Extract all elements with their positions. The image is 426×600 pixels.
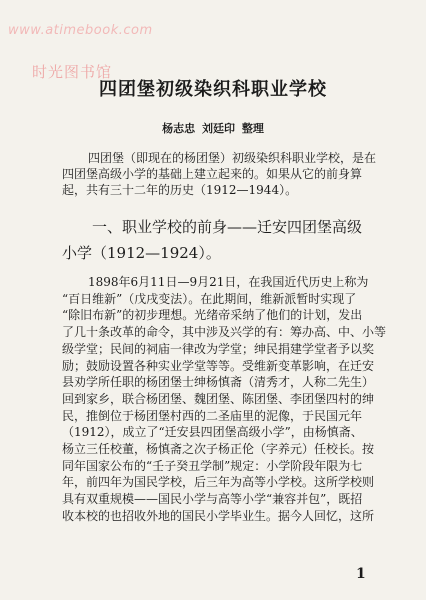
text-line: 杨立三任校董，杨慎斋之次子杨正伦（字养元）任校长。按 <box>62 442 375 457</box>
page-title: 四团堡初级染织科职业学校 <box>99 79 327 100</box>
text-line: “百日维新”（戊戌变法）。在此期间，维新派暂时实现了 <box>62 291 357 306</box>
text-line: 励；鼓励设置各种实业学堂等等。受维新变革影响，在迁安 <box>62 358 375 373</box>
text-line: 回到家乡，联合杨团堡、魏团堡、陈团堡、李团堡四村的绅 <box>62 391 375 406</box>
text-line: （1912），成立了“迁安县四团堡高级小学”，由杨慎斋、 <box>62 425 363 440</box>
text-line: 具有双重规模——国民小学与高等小学“兼容并包”，既招 <box>62 492 363 507</box>
text-line: 级学堂；民间的祠庙一律改为学堂；绅民捐建学堂者予以奖 <box>62 341 375 356</box>
intro-paragraph <box>62 150 392 198</box>
authors-line: 杨志忠 刘廷印 整理 <box>162 122 264 135</box>
text-line: 同年国家公布的“壬子癸丑学制”规定：小学阶段年限为七 <box>62 458 363 473</box>
watermark <box>8 24 238 80</box>
text-line: 收本校的也招收外地的国民小学毕业生。据今人回忆，这所 <box>62 508 375 523</box>
text-line: 1898年6月11日—9月21日，在我国近代历史上称为 <box>88 275 369 289</box>
watermark-name: 时光图书馆 <box>32 63 113 81</box>
body-paragraph <box>62 274 392 525</box>
text-line: 起，共有三十二年的历史（1912—1944）。 <box>62 183 298 197</box>
text-line: 了几十条改革的命令，其中涉及兴学的有：筹办高、中、小等 <box>62 325 387 340</box>
page-number: 1 <box>356 566 366 582</box>
section-heading <box>62 214 402 266</box>
text-line: 民，推倒位于杨团堡村西的二圣庙里的泥像，于民国元年 <box>62 408 363 423</box>
text-line: 县劝学所任职的杨团堡士绅杨慎斋（清秀才，人称二先生） <box>62 375 375 390</box>
text-line: 四团堡（即现在的杨团堡）初级染织科职业学校，是在 <box>88 151 377 165</box>
text-line: 四团堡高级小学的基础上建立起来的。如果从它的前身算 <box>62 167 363 181</box>
heading-line: 一、职业学校的前身——迁安四团堡高级 <box>92 218 363 236</box>
text-line: 年，前四年为国民学校，后三年为高等小学校。这所学校则 <box>62 475 375 490</box>
text-line: “除旧布新”的初步理想。光绪帝采纳了他们的计划，发出 <box>62 308 363 323</box>
watermark-url: www.atimebook.com <box>8 23 153 38</box>
heading-line: 小学（1912—1924）。 <box>62 244 221 262</box>
